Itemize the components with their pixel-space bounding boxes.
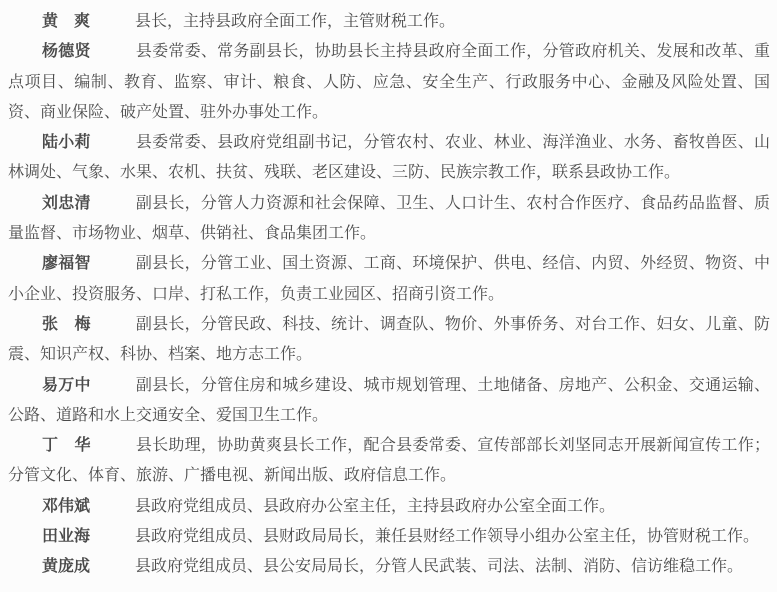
official-duties: 县政府党组成员、县财政局局长，兼任县财经工作领导小组办公室主任，协管财税工作。 (135, 528, 760, 546)
official-name: 杨德贤 (42, 43, 91, 61)
official-name: 邓伟斌 (42, 497, 91, 515)
official-name: 易万中 (42, 376, 91, 394)
official-duties: 县长助理，协助黄爽县长工作，配合县委常委、宣传部部长刘坚同志开展新闻宣传工作；分管文化、体育、旅游、广播电视、新闻出版、政府信息工作。 (8, 437, 770, 485)
official-duties: 县委常委、常务副县长，协助县长主持县政府全面工作，分管政府机关、发展和改革、重点项目、编制、教育、监察、审计、粮食、人防、应急、安全生产、行政服务中心、金融及风险处置、国资、商业保险、破产处置、驻外办事处工作。 (8, 43, 770, 121)
official-entry (8, 310, 770, 371)
official-duties: 副县长，分管住房和城乡建设、城市规划管理、土地储备、房地产、公积金、交通运输、公路、道路和水上交通安全、爱国卫生工作。 (8, 376, 770, 424)
official-entry (8, 522, 770, 552)
official-duties: 县长，主持县政府全面工作，主管财税工作。 (135, 13, 456, 30)
official-name: 黄 爽 (42, 13, 91, 30)
official-name: 田业海 (42, 528, 91, 546)
official-entry (8, 189, 770, 250)
official-entry (8, 37, 770, 128)
official-duties: 县政府党组成员、县公安局局长，分管人民武装、司法、法制、消防、信访维稳工作。 (135, 558, 744, 576)
official-duties: 县政府党组成员、县政府办公室主任，主持县政府办公室全面工作。 (135, 497, 616, 515)
official-entry (8, 431, 770, 492)
official-duties: 县委常委、县政府党组副书记，分管农村、农业、林业、海洋渔业、水务、畜牧兽医、山林调处、气象、水果、农机、扶贫、残联、老区建设、三防、民族宗教工作，联系县政协工作。 (8, 134, 770, 182)
official-name: 黄庞成 (42, 558, 91, 576)
official-entry (8, 552, 770, 582)
official-entry (8, 492, 770, 522)
official-duties: 副县长，分管工业、国土资源、工商、环境保护、供电、经信、内贸、外经贸、物资、中小企业、投资服务、口岸、打私工作，负责工业园区、招商引资工作。 (8, 255, 770, 303)
official-entry (8, 249, 770, 310)
official-name: 张 梅 (42, 315, 91, 333)
official-name: 丁 华 (42, 437, 91, 455)
official-duties: 副县长，分管人力资源和社会保障、卫生、人口计生、农村合作医疗、食品药品监督、质量监督、市场物业、烟草、供销社、食品集团工作。 (8, 194, 770, 243)
official-entry (8, 128, 770, 189)
official-name: 陆小莉 (42, 134, 91, 152)
official-entry (8, 7, 770, 37)
official-duties: 副县长，分管民政、科技、统计、调查队、物价、外事侨务、对台工作、妇女、儿童、防震、知识产权、科协、档案、地方志工作。 (8, 315, 770, 364)
official-entry (8, 371, 770, 432)
official-name: 刘忠清 (42, 194, 91, 212)
official-name: 廖福智 (42, 255, 91, 273)
